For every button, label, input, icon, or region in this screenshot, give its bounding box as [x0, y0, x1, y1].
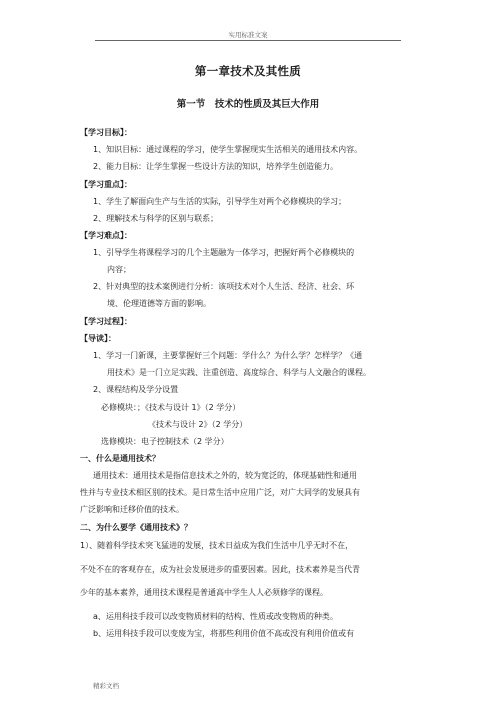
guide-item-2: 2、课程结构及学分设置	[93, 385, 179, 394]
heading-why-learn: 二、为什么要学《通用技术》？	[80, 523, 192, 532]
heading-what-is: 一、什么是通用技术？	[80, 454, 160, 463]
goal-knowledge: 1、知识目标：通过课程的学习，使学生掌握现实生活相关的通用技术内容。	[93, 145, 363, 154]
reason-item-b: b、运用科技手段可以变废为宝，将那些利用价值不高或没有利用价值或有	[93, 629, 355, 638]
difficulty-2-cont: 境、伦理道德等方面的影响。	[107, 299, 211, 308]
definition-line-1: 通用技术：通用技术是指信息技术之外的，较为宽泛的，体现基础性和通用	[93, 471, 357, 480]
heading-process: 【学习过程】：	[80, 317, 132, 326]
required-module-1: 必修模块：；《技术与设计 1》（2 学分）	[101, 403, 241, 412]
key-point-2: 2、理解技术与科学的区别与联系；	[93, 214, 219, 223]
reason-line-1: 1）、随着科学技术突飞猛进的发展，技术日益成为我们生活中几乎无时不在，	[80, 541, 354, 550]
heading-learning-goals: 【学习目标】：	[80, 128, 132, 137]
guide-item-1: 1、学习一门新课，主要掌握好三个问题：学什么？为什么学？怎样学？《通	[93, 351, 363, 360]
chapter-title: 第一章技术及其性质	[194, 64, 302, 78]
elective-module: 选修模块：电子控制技术（2 学分）	[101, 437, 229, 446]
reason-line-2: 不处不在的客观存在，成为社会发展进步的重要因素。因此，技术素养是当代青	[80, 565, 360, 574]
page-footer: 精彩文档	[93, 682, 119, 690]
definition-line-3: 广泛影响和迁移价值的技术。	[80, 505, 184, 514]
difficulty-2: 2、针对典型的技术案例进行分析：该项技术对个人生活、经济、社会、环	[93, 282, 355, 291]
goal-ability: 2、能力目标：让学生掌握一些设计方法的知识，培养学生创造能力。	[93, 162, 339, 171]
heading-key-points: 【学习重点】：	[80, 180, 132, 189]
heading-difficulties: 【学习难点】：	[80, 231, 132, 240]
header-divider	[95, 40, 401, 41]
difficulty-1-cont: 内容；	[107, 265, 131, 274]
reason-item-a: a、运用科技手段可以改变物质材料的结构、性质或改变物质的种类。	[93, 612, 338, 621]
heading-guide: 【导读】：	[80, 334, 116, 343]
guide-item-1-cont: 用技术》是一门立足实践、注重创造、高度综合、科学与人文融合的课程。	[107, 368, 371, 377]
difficulty-1: 1、引导学生将课程学习的几个主题融为一体学习，把握好两个必修模块的	[93, 248, 355, 257]
required-module-2: 《技术与设计 2》（2 学分）	[148, 420, 248, 429]
key-point-1: 1、学生了解面向生产与生活的实际，引导学生对两个必修模块的学习；	[93, 197, 347, 206]
page-header: 实用标准文案	[228, 31, 268, 39]
section-title: 第一节 技术的性质及其巨大作用	[176, 99, 320, 110]
definition-line-2: 性并与专业技术相区别的技术。是日常生活中应用广泛，对广大同学的发展具有	[80, 488, 360, 497]
reason-line-3: 少年的基本素养，通用技术课程是普通高中学生人人必须修学的课程。	[80, 588, 328, 597]
